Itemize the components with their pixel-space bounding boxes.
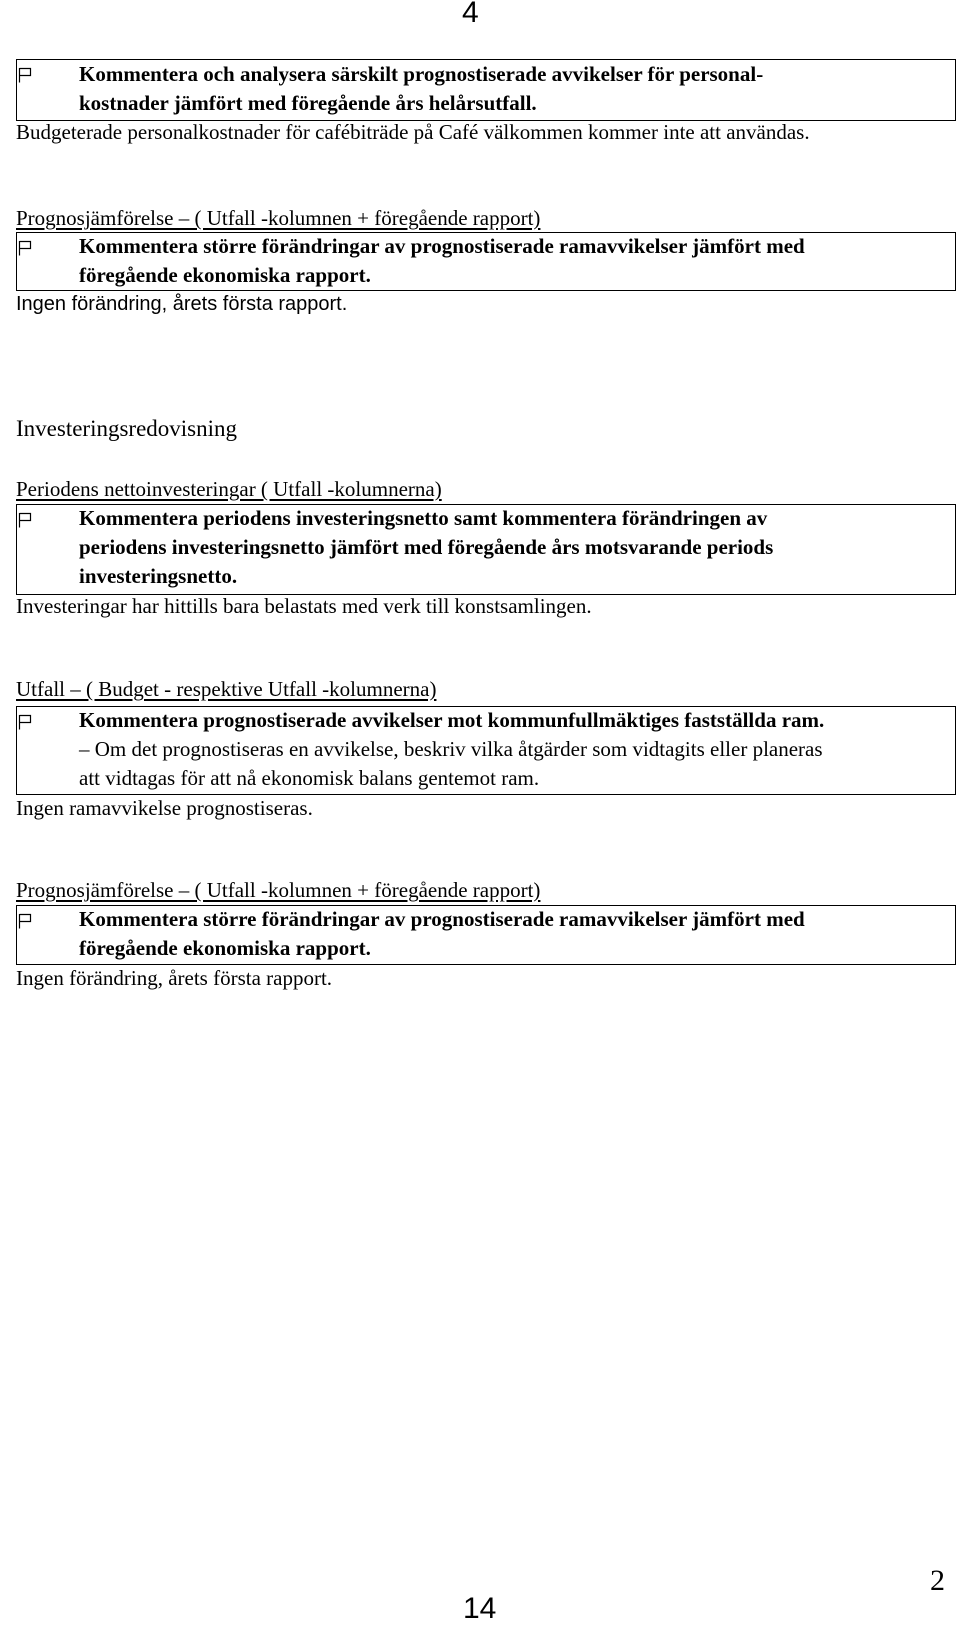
comment-prompt-box <box>16 232 956 291</box>
comment-prompt-line: investeringsnetto. <box>79 564 238 588</box>
section-heading: Prognosjämförelse – ( Utfall -kolumnen + föregående rapport) <box>16 878 541 902</box>
comment-prompt-line: Kommentera större förändringar av prognostiserade ramavvikelser jämfört med <box>79 234 805 258</box>
answer-text: Budgeterade personalkostnader för cafébiträde på Café välkommen kommer inte att användas. <box>16 120 810 144</box>
page-number-bottom: 14 <box>463 1592 497 1625</box>
comment-prompt-line: – Om det prognostiseras en avvikelse, beskriv vilka åtgärder som vidtagits eller planeras <box>79 737 823 761</box>
comment-prompt-box <box>16 905 956 965</box>
comment-prompt-line: kostnader jämfört med föregående års helårsutfall. <box>79 91 537 115</box>
comment-prompt-box <box>16 706 956 795</box>
flag-icon <box>18 714 32 730</box>
answer-text: Investeringar har hittills bara belastats med verk till konstsamlingen. <box>16 594 592 618</box>
page-number-corner: 2 <box>930 1564 945 1597</box>
comment-prompt-box <box>16 59 956 121</box>
section-heading: Prognosjämförelse – ( Utfall -kolumnen + föregående rapport) <box>16 206 541 230</box>
comment-prompt-line: Kommentera och analysera särskilt prognostiserade avvikelser för personal- <box>79 62 764 86</box>
flag-icon <box>18 512 32 528</box>
flag-icon <box>18 240 32 256</box>
answer-text: Ingen förändring, årets första rapport. <box>16 966 333 990</box>
section-heading: Periodens nettoinvesteringar ( Utfall -kolumnerna) <box>16 477 442 501</box>
answer-text: Ingen ramavvikelse prognostiseras. <box>16 796 313 820</box>
comment-prompt-line: att vidtagas för att nå ekonomisk balans gentemot ram. <box>79 766 540 790</box>
comment-prompt-line: föregående ekonomiska rapport. <box>79 263 371 287</box>
page-number-top: 4 <box>462 0 479 29</box>
comment-prompt-line: Kommentera periodens investeringsnetto samt kommentera förändringen av <box>79 506 768 530</box>
comment-prompt-line: Kommentera större förändringar av prognostiserade ramavvikelser jämfört med <box>79 907 805 931</box>
comment-prompt-line: periodens investeringsnetto jämfört med föregående års motsvarande periods <box>79 535 774 559</box>
flag-icon <box>18 67 32 83</box>
comment-prompt-line: föregående ekonomiska rapport. <box>79 936 371 960</box>
answer-text: Ingen förändring, årets första rapport. <box>16 293 348 315</box>
flag-icon <box>18 913 32 929</box>
section-heading: Utfall – ( Budget - respektive Utfall -kolumnerna) <box>16 677 437 701</box>
section-title: Investeringsredovisning <box>16 416 238 441</box>
comment-prompt-line: Kommentera prognostiserade avvikelser mot kommunfullmäktiges fastställda ram. <box>79 708 825 732</box>
comment-prompt-box <box>16 504 956 595</box>
